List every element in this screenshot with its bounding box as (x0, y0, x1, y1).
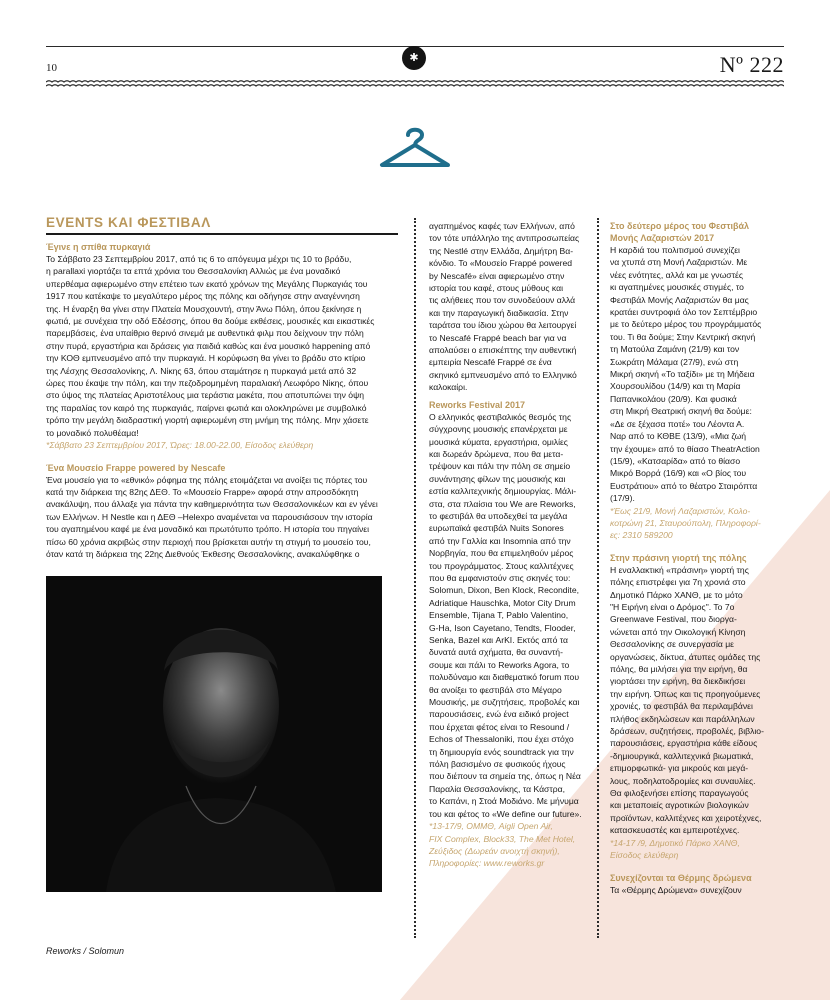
text-line: σύγχρονης μουσικής επανέρχεται με (429, 424, 568, 435)
text-line: οργανώσεις, δίκτυα, άτυπες ομάδες της (610, 651, 761, 662)
text-line: νώνεται από την Οικολογική Κίνηση (610, 626, 746, 637)
text-line: εστία καλλιτεχνικής δημιουργίας. Μάλι- (429, 486, 577, 497)
column-right (610, 220, 786, 896)
text-line: Χουρσουλίδου (14/9) και τη Μαρία (610, 381, 741, 392)
text-line: η parallaxi γιορτάζει τα επτά χρόνια του Θεσσαλονίκη Αλλιώς με ένα μοναδικό (46, 266, 341, 277)
text-line: Σωκράτη Μάλαμα (27/9), ενώ στη (610, 356, 739, 367)
reworks-note (429, 820, 589, 870)
text-line: κι αγαπημένες μουσικές στιγμές, το (610, 282, 744, 293)
text-line: αγαπημένος καφές των Ελλήνων, από (429, 221, 575, 231)
text-line: ιστορία του καφέ, στους μύθους και (429, 283, 563, 294)
text-line: σκηνικό εμπνευσμένο από το Ελληνικό (429, 369, 577, 380)
text-line: Echos of Thessaloniki, που έχει στόχο (429, 734, 574, 745)
text-line: Νορβηγία, που θα επιμεληθούν μέρος (429, 548, 574, 559)
text-line: προϊόντων, καλλιτέχνες και χειροτέχνες, (610, 812, 762, 823)
article-frappe-heading: Ένα Μουσείο Frappe powered by Nescafe (46, 462, 226, 473)
text-line: "Η Ειρήνη είναι ο Δρόμος". Το 7ο (610, 601, 735, 612)
heading-line: Μονής Λαζαριστών 2017 (610, 233, 715, 243)
column-divider-2 (597, 218, 599, 938)
text-line: Ναρ από το ΚΘΒΕ (13/9), «Μια ζωή (610, 431, 747, 442)
text-line: -δημιουργικά, καλλιτεχνικά βιωματικά, (610, 750, 754, 761)
text-line: όταν κατά τη διάρκεια της 22ης Διεθνούς Έκθεσης Θεσσαλονίκης, ανακαλύφθηκε ο (46, 548, 360, 559)
text-line: των Ελλήνων. Η Nestle και η ΔΕΘ –Helexpo αναμένεται να παρουσιάσουν την ιστορία (46, 511, 373, 522)
text-line: μουσικά κύματα, εργαστήρια, ομιλίες (429, 436, 568, 447)
text-line: τις αλήθειες που τον συνοδεύουν αλλά (429, 295, 576, 306)
text-line: Παραλία Θεσσαλονίκης, τα Κάστρα, (429, 783, 565, 794)
text-line: ώρες που έκαψε την πόλη, και την πεζοδρομημένη παραλιακή Λεωφόρο Νίκης, όπου (46, 378, 369, 389)
text-line: συνάντησης φίλων της μουσικής και (429, 473, 566, 484)
text-line: την έχουμε» από το θίασο TheatrAction (610, 443, 760, 454)
text-line: παρουσιάσεις, ενώ ένα ειδικό project (429, 709, 569, 720)
asterisk-icon: ✱ (402, 46, 426, 70)
text-line: Το Σάββατο 23 Σεπτεμβρίου 2017, από τις 6 το απόγευμα μέχρι τις 10 το βράδυ, (46, 254, 352, 264)
text-line: Η καρδιά του πολιτισμού συνεχίζει (610, 245, 740, 255)
text-line: ευρωπαϊκά φεστιβάλ Nuits Sonores (429, 523, 564, 534)
text-line: πολυδύναμο και διαθεματικό forum που (429, 672, 580, 683)
lazariston-note (610, 505, 786, 542)
text-line: από την Γαλλία και Insomnia από την (429, 535, 571, 546)
frappe-continuation (429, 220, 589, 394)
text-line: κρατάει συντροφιά όλο τον Σεπτέμβριο (610, 307, 758, 318)
text-line: εμπειρία Nescafé Frappé σε ένα (429, 357, 552, 368)
text-line: τρέψουν και πάλι την πόλη σε σημείο (429, 461, 571, 472)
text-line: της Nestlé στην Ελλάδα, Δημήτρη Βα- (429, 245, 574, 256)
photo-solomun (46, 576, 382, 892)
text-line: Θεσσαλονίκης σε συνεργασία με (610, 639, 735, 650)
greenwave-note (610, 837, 786, 862)
column-divider-1 (414, 218, 416, 938)
greenwave-heading: Στην πράσινη γιορτή της πόλης (610, 552, 747, 563)
text-line: δράσεων, συζητήσεις, προβολές, βιβλιο- (610, 726, 764, 737)
text-line: Ensemble, Tijana T, Pablo Valentino, (429, 610, 569, 621)
text-line: το φεστιβάλ θα υποδεχθεί τα μεγάλα (429, 510, 568, 521)
heading-line: Στο δεύτερο μέρος του Φεστιβάλ (610, 221, 750, 231)
text-line: Μουσικής, με συζητήσεις, προβολές και (429, 697, 580, 708)
text-line: υπερθέαμα αφιερωμένο στην επέτειο των εκατό χρόνων της Μεγάλης Πυρκαγιάς του (46, 278, 368, 289)
text-line: και την παραγωγική διαδικασία. Στην (429, 307, 569, 318)
text-line: τρόπο την μεγάλη διαδραστική γιορτή αφιερωμένη στη μνήμη της πόλης. Μην χάσετε (46, 415, 369, 426)
text-line: πίσω 60 χρόνια ακριβώς στην περιοχή που βρίσκεται αυτήν τη στιγμή το μουσείο του, (46, 536, 371, 547)
text-line: του προγράμματος. Στους καλλιτέχνες (429, 560, 574, 571)
text-line: το Καπάνι, η Στοά Μοδιάνο. Με μήνυμα (429, 796, 579, 807)
text-line: 1917 που κατέκαψε το μεγαλύτερο μέρος της πόλης και οδήγησε στην αναγέννηση (46, 291, 360, 302)
text-line: παρεμβάσεις, ένα υπαίθριο θερινό σινεμά με αυθεντικά φιλμ που δείχνουν την πόλη (46, 328, 364, 339)
article-fire-body (46, 253, 398, 439)
section-rule (46, 233, 398, 235)
text-line: θα ανοίξει το φεστιβάλ στο Μέγαρο (429, 684, 562, 695)
text-line: την ειρήνη. Όπως και τις προηγούμενες (610, 688, 761, 699)
note-line: Είσοδος ελεύθερη (610, 850, 679, 861)
text-line: Ένα μουσείο για το «εθνικό» ρόφημα της πόλης ετοιμάζεται να ανοίξει τις πόρτες του (46, 474, 368, 485)
thermi-heading: Συνεχίζονται τα Θέρμης δρώμενα (610, 872, 752, 883)
text-line: Solomun, Dixon, Ben Klock, Recondite, (429, 585, 579, 596)
note-line: *Έως 21/9, Μονή Λαζαριστών, Κολο- (610, 505, 751, 516)
text-line: του. Τι θα δούμε; Στην Κεντρική σκηνή (610, 331, 756, 342)
text-line: και δωρεάν δρώμενα, που θα μετα- (429, 448, 564, 459)
note-line: ες: 2310 589200 (610, 530, 673, 541)
reworks-heading: Reworks Festival 2017 (429, 399, 526, 410)
hanger-icon (378, 125, 452, 171)
text-line: ανακάλυψη, που άλλαξε για πάντα την καθημερινότητα των Θεσσαλονικέων και εν γένει (46, 499, 378, 510)
portrait-illustration (46, 576, 382, 892)
text-line: Greenwave Festival, που διοργα- (610, 614, 737, 625)
text-line: πόλης, θα μιλήσει για την ειρήνη, θα (610, 664, 748, 674)
article-frappe (46, 462, 398, 561)
text-line: πόλης επιστρέφει για 7η χρονιά στο (610, 577, 746, 588)
text-line: Μικρό Βορρά (16/9) και «Ο βίος του (610, 468, 747, 479)
text-line: επιμορφωτικά- για μικρούς και μεγά- (610, 763, 749, 774)
note-line: *13-17/9, ΟΜΜΘ, Aigli Open Air, (429, 821, 553, 832)
text-line: πόλη βασισμένο σε φυσικούς ήχους (429, 759, 566, 770)
text-line: κόνδιο. Το «Μουσείο Frappé powered (429, 258, 573, 269)
text-line: Παπανικολάου (20/9). Και φυσικά (610, 393, 737, 404)
reworks-body (429, 411, 589, 820)
article-frappe-body (46, 474, 398, 561)
text-line: σουμε και πάλι το Reworks Agora, το (429, 659, 570, 670)
text-line: λους, ποδηλατοδρομίες και συναυλίες. (610, 775, 756, 786)
text-line: στην πυρά, εργαστήρια και δράσεις για παιδιά καθώς και ένα μουσικό happening από (46, 340, 371, 351)
text-line: Μικρή σκηνή «Το ταξίδι» με τη Μήδεια (610, 369, 755, 380)
text-line: που διέπουν τα σημεία της, όπως η Νέα (429, 771, 581, 782)
note-line: κοτρώνη 21, Σταυρούπολη, Πληροφορί- (610, 517, 761, 528)
text-line: του και φέτος το «We define our future». (429, 808, 582, 819)
text-line: δυνατά αυτά σχήματα, θα συναντή- (429, 647, 563, 658)
text-line: «Δε σε ξέχασα ποτέ» του Λέοντα Α. (610, 418, 745, 429)
lazariston-body (610, 244, 786, 505)
text-line: με το δεύτερο μέρος του προγράμματός (610, 319, 762, 330)
text-line: Τα «Θέρμης Δρώμενα» συνεχίζουν (610, 884, 742, 895)
text-line: (17/9). (610, 493, 635, 504)
issue-number: Nº 222 (719, 52, 784, 77)
text-line: by Nescafé» είναι αφιερωμένο στην (429, 270, 565, 281)
text-line: χρονιές, το φεστιβάλ θα περιλαμβάνει (610, 701, 753, 712)
text-line: ταράτσα του ίδιου χώρου θα λειτουργεί (429, 320, 577, 331)
lazariston-heading (610, 220, 786, 244)
text-line: πλήθος εκδηλώσεων και παράλληλων (610, 713, 755, 724)
text-line: του αγαπημένου καφέ με ένα μοναδικό και πρωτότυπο τρόπο. Η ιστορία του πηγαίνει (46, 524, 370, 535)
page-number: 10 (46, 62, 57, 74)
text-line: και μεταποιείς αγροτικών βιολογικών (610, 800, 749, 811)
text-line: της. Η έναρξη θα γίνει στην Πλατεία Μουσχουντή, στην Άνω Πόλη, όπου ξεκίνησε η (46, 303, 362, 314)
text-line: τη Ματούλα Ζαμάνη (21/9) και τον (610, 344, 740, 355)
text-line: Ευστράτιου» από το θέατρο Σταιρόπτα (610, 480, 758, 491)
text-line: που έρχεται φέτος είναι το Resound / (429, 721, 570, 732)
text-line: νέες ενότητες, αλλά και με γνωστές (610, 269, 743, 280)
greenwave-body (610, 564, 786, 837)
text-line: το Nescafé Frappé beach bar για να (429, 332, 567, 343)
text-line: στη Μικρή Θεατρική σκηνή θα δούμε: (610, 406, 752, 417)
text-line: Η εναλλακτική «πράσινη» γιορτή της (610, 564, 749, 575)
text-line: κατασκευαστές και εμπειροτέχνες. (610, 825, 740, 836)
note-line: Πληροφορίες: www.reworks.gr (429, 858, 545, 869)
text-line: να χτυπά στη Μονή Λαζαριστών. Με (610, 257, 748, 268)
text-line: της Λέσχης Θεσσαλονίκης, Λ. Νίκης 63, όπου σταμάτησε η πυρκαγιά μετά από 32 (46, 365, 357, 376)
thermi-body (610, 884, 786, 896)
text-line: φωτιά, με συνέχεια την οδό Εδέσσης, όπου θα δούμε εκθέσεις, μουσικές και εικαστικές (46, 316, 375, 327)
text-line: Ο ελληνικός φεστιβαλικός θεσμός της (429, 411, 572, 422)
text-line: τη δημιουργία ενός soundtrack για την (429, 746, 574, 757)
text-line: καλοκαίρι. (429, 382, 468, 393)
text-line: γιορτάσει την ειρήνη, θα διεκδικήσει (610, 676, 746, 687)
note-line: *14-17 /9, Δημοτικό Πάρκο ΧΑΝΘ, (610, 837, 740, 848)
text-line: παρουσιάσεις, εργαστήρια κάθε είδους (610, 738, 758, 749)
wavy-divider (46, 79, 784, 89)
text-line: της παραλίας τον καιρό της πυρκαγιάς, παίρνει φωτιά και ολοκληρώνει με συμβολικό (46, 402, 367, 413)
text-line: που θα εμφανιστούν στις σκηνές του: (429, 572, 571, 583)
text-line: Adriatique Hauschka, Motor City Drum (429, 597, 576, 608)
text-line: στα, στα πλαίσια του We are Reworks, (429, 498, 576, 509)
text-line: G-Ha, Ison Cayetano, Tendts, Flooder, (429, 622, 576, 633)
photo-caption: Reworks / Solomun (46, 946, 125, 956)
text-line: την ΚΟΘ εμπνευσμένο από την πυρκαγιά. Η κορύφωση θα γίνει το βράδυ στο κτίριο (46, 353, 366, 364)
text-line: Δημοτικό Πάρκο ΧΑΝΘ, με το μότο (610, 589, 743, 600)
section-title: EVENTS ΚΑΙ ΦΕΣΤΙΒΑΛ (46, 215, 211, 230)
note-line: FIX Complex, Block33, The Met Hotel, (429, 833, 576, 844)
text-line: κατά την διάρκεια της 82ης ΔΕΘ. Το «Μουσείο Frappe» αφορά στην απροσδόκητη (46, 486, 359, 497)
text-line: (15/9), «Κατσαρίδα» από το θίασο (610, 455, 741, 466)
article-fire-note: *Σάββατο 23 Σεπτεμβρίου 2017, Ώρες: 18.00-22.00, Είσοδος ελεύθερη (46, 440, 314, 451)
text-line: Φεστιβάλ Μονής Λαζαριστών θα μας (610, 294, 749, 305)
text-line: Senka, Bazel και ArKI. Εκτός από τα (429, 635, 569, 645)
text-line: στο ύψος της πλατείας Αριστοτέλους μια τεράστια μακέτα, που αποτυπώνει την όψη (46, 390, 364, 401)
text-line: το μοναδικό πολυθέαμα! (46, 427, 139, 438)
text-line: απολαύσει ο επισκέπτης την αυθεντική (429, 345, 577, 356)
column-left (46, 215, 398, 892)
note-line: Ζεύξιδος (Δωρεάν ανοιχτή σκηνή), (429, 845, 560, 856)
column-middle (429, 220, 589, 870)
text-line: τον τότε υπάλληλο της αντιπροσωπείας (429, 233, 580, 244)
text-line: Θα φιλοξενήσει επίσης παραγωγούς (610, 788, 749, 799)
article-fire-heading: Έγινε η σπίθα πυρκαγιά (46, 242, 151, 252)
article-fire (46, 241, 398, 452)
